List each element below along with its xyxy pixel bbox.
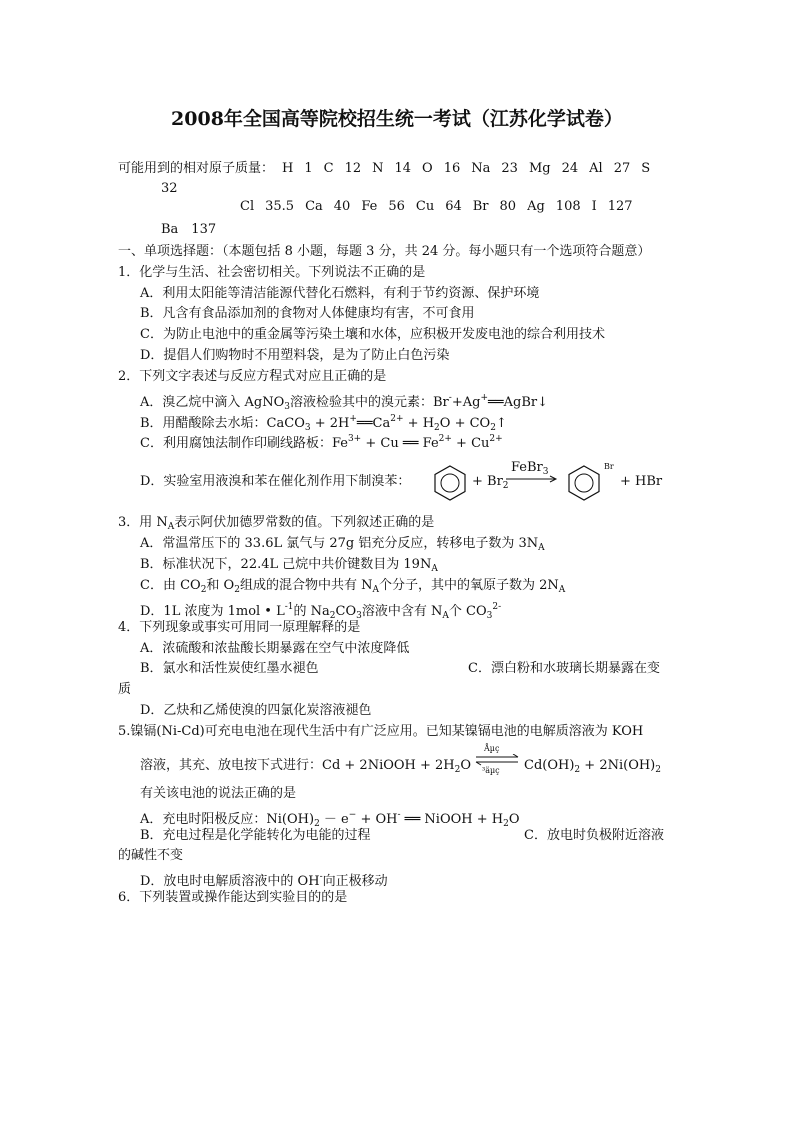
- text-run: B．用醋酸除去水垢：CaCO: [140, 416, 305, 431]
- q5-option-c: C．放电时负极附近溶液: [524, 828, 664, 843]
- q4-option-b: B．氯水和活性炭使红墨水褪色: [140, 661, 319, 676]
- q1-option-a: A．利用太阳能等清洁能源代替化石燃料，有利于节约资源、保护环境: [140, 286, 540, 301]
- mass-item: 64: [445, 199, 462, 214]
- text-run: 溶液中含有 N: [361, 604, 443, 619]
- q3-option-a: [140, 535, 545, 557]
- q5-option-d: [140, 868, 388, 891]
- text-run: + H: [403, 416, 435, 431]
- mass-item: 23: [501, 161, 518, 176]
- subscript: 2: [314, 819, 320, 829]
- mass-item: Br: [472, 199, 489, 214]
- text-run: 表示阿伏加德罗常数的值。下列叙述正确的是: [174, 515, 435, 530]
- q3-option-c: [140, 577, 565, 599]
- text-run: Cd(OH): [524, 758, 575, 773]
- masses-row1-cont: 32: [161, 181, 178, 196]
- q5-stem-line3: 有关该电池的说法正确的是: [140, 786, 297, 801]
- q3-option-b: [140, 556, 438, 578]
- mass-item: 127: [607, 199, 633, 214]
- text-run: 溶液，其充、放电按下式进行：Cd + 2NiOOH + 2H: [140, 758, 455, 773]
- subscript: 2: [490, 423, 496, 433]
- mass-item: 108: [555, 199, 581, 214]
- subscript: 2: [574, 765, 581, 775]
- mass-item: N: [372, 161, 384, 176]
- mass-item: 40: [333, 199, 351, 214]
- text-run: ↑: [495, 416, 507, 431]
- mass-item: Na: [471, 161, 491, 176]
- bromo-label: Br: [604, 462, 614, 471]
- mass-item: 27: [613, 161, 631, 176]
- superscript: 2+: [489, 434, 503, 444]
- text-run: +Ag: [451, 395, 481, 410]
- mass-item: Mg: [528, 161, 551, 176]
- reaction-arrow-icon: [506, 474, 560, 484]
- subscript: 2: [234, 585, 240, 595]
- q1-option-c: C．为防止电池中的重金属等污染土壤和水体，应积极开发废电池的综合利用技术: [140, 327, 605, 342]
- mass-item: 1: [304, 161, 313, 176]
- subscript: 2: [329, 611, 336, 621]
- mass-item: C: [323, 161, 334, 176]
- text-run: + 2Ni(OH): [580, 758, 656, 773]
- superscript: 2+: [438, 434, 452, 444]
- mass-item: I: [591, 199, 597, 214]
- subscript: 2: [502, 481, 509, 491]
- text-run: ══AgBr↓: [487, 395, 549, 410]
- mass-item: Al: [589, 161, 603, 176]
- text-run: 和 O: [206, 578, 235, 593]
- subscript: A: [538, 543, 545, 553]
- superscript: -: [448, 393, 452, 403]
- q5-option-b: B．充电过程是化学能转化为电能的过程: [140, 828, 371, 843]
- text-run: + Br: [472, 474, 503, 489]
- mass-item: Fe: [361, 199, 378, 214]
- q5-stem-line2: [140, 757, 471, 779]
- subscript: 3: [304, 423, 311, 433]
- subscript: 3: [486, 611, 493, 621]
- mass-item: 24: [561, 161, 579, 176]
- mass-item: 16: [443, 161, 461, 176]
- hbr-product: + HBr: [620, 474, 663, 489]
- subscript: A: [442, 611, 449, 621]
- superscript: -: [397, 810, 401, 820]
- superscript: -: [319, 872, 323, 882]
- text-run: D．放电时电解质溶液中的 OH: [140, 874, 320, 889]
- subscript: A: [431, 564, 438, 574]
- superscript: +: [480, 393, 488, 403]
- q4-option-d: D．乙炔和乙烯使溴的四氯化炭溶液褪色: [140, 703, 372, 718]
- q4-option-c-cont: 质: [118, 682, 132, 697]
- benzene-structure: [430, 462, 470, 502]
- superscript: -1: [284, 602, 294, 612]
- text-run: O: [508, 812, 520, 827]
- superscript: 2+: [390, 414, 404, 424]
- text-run: A．充电时阳极反应：Ni(OH): [140, 812, 315, 827]
- mass-item: 14: [394, 161, 412, 176]
- q1-option-b: B．凡含有食品添加剂的食物对人体健康均有害，不可食用: [140, 306, 475, 321]
- text-run: － e: [319, 812, 349, 827]
- subscript: 3: [356, 611, 362, 621]
- masses-row1: [282, 160, 661, 178]
- subscript: 2: [503, 819, 509, 829]
- text-run: 组成的混合物中共有 N: [239, 578, 373, 593]
- mass-item: Cu: [415, 199, 435, 214]
- masses-row2: [240, 198, 644, 216]
- text-run: C．利用腐蚀法制作印刷线路板：Fe: [140, 436, 348, 451]
- text-run: FeBr: [511, 460, 543, 475]
- text-run: A．常温常压下的 33.6L 氯气与 27g 铝充分反应，转移电子数为 3N: [140, 536, 539, 551]
- mass-item: S: [641, 161, 651, 176]
- text-run: 的 Na: [293, 604, 330, 619]
- subscript: A: [558, 585, 566, 595]
- text-run: CO: [335, 604, 357, 619]
- text-run: ══Ca: [356, 416, 391, 431]
- q2-option-c: [140, 430, 503, 453]
- arrow-label-top: Åµç: [484, 744, 500, 753]
- subscript: 2: [454, 765, 461, 775]
- text-run: 个 CO: [448, 604, 487, 619]
- subscript: 3: [542, 467, 549, 477]
- text-run: ══ NiOOH + H: [400, 812, 504, 827]
- mass-item: Ca: [305, 199, 323, 214]
- text-run: B．标准状况下，22.4L 己烷中共价键数目为 19N: [140, 557, 432, 572]
- text-run: 个分子，其中的氧原子数为 2N: [378, 578, 559, 593]
- q6-stem: 6．下列装置或操作能达到实验目的的是: [118, 890, 348, 905]
- text-run: C．由 CO: [140, 578, 201, 593]
- text-run: + OH: [356, 812, 398, 827]
- q5-stem-line1: 5.镍镉(Ni-Cd)可充电电池在现代生活中有广泛应用。已知某镍镉电池的电解质溶液为 KOH: [118, 724, 644, 739]
- text-run: D．1L 浓度为 1mol • L: [140, 604, 285, 619]
- q4-option-a: A．浓硫酸和浓盐酸长期暴露在空气中浓度降低: [140, 641, 410, 656]
- q3-stem: [118, 514, 434, 536]
- subscript: 2: [200, 585, 207, 595]
- mass-item: 56: [388, 199, 405, 214]
- subscript: 3: [284, 402, 290, 412]
- subscript: 2: [655, 765, 661, 775]
- superscript: +: [349, 414, 357, 424]
- mass-item: Cl: [240, 199, 255, 214]
- text-run: 向正极移动: [322, 874, 388, 889]
- mass-item: O: [422, 161, 433, 176]
- superscript: 2-: [492, 602, 502, 612]
- q5-option-c-cont: 的碱性不变: [118, 848, 184, 863]
- text-run: + Cu: [451, 436, 490, 451]
- subscript: A: [167, 522, 175, 532]
- subscript: A: [372, 585, 379, 595]
- mass-item: 80: [499, 199, 517, 214]
- subscript: 2: [434, 423, 440, 433]
- bromobenzene-structure: [564, 462, 604, 502]
- q1-option-d: D．提倡人们购物时不用塑料袋，是为了防止白色污染: [140, 348, 450, 363]
- q2-stem: 2．下列文字表述与反应方程式对应且正确的是: [118, 369, 387, 384]
- text-run: A．溴乙烷中滴入 AgNO: [140, 395, 285, 410]
- masses-label: 可能用到的相对原子质量：: [118, 161, 275, 176]
- bromine-reactant: [472, 473, 509, 495]
- superscript: −: [348, 810, 357, 820]
- text-run: 3．用 N: [118, 515, 168, 530]
- mass-item: Ag: [527, 199, 545, 214]
- mass-item: H: [282, 161, 294, 176]
- text-run: + Cu ══ Fe: [361, 436, 439, 451]
- superscript: 3+: [347, 434, 362, 444]
- page-title: 2008年全国高等院校招生统一考试（江苏化学试卷）: [171, 108, 623, 130]
- q4-option-c: C．漂白粉和水玻璃长期暴露在变: [468, 661, 660, 676]
- masses-row2-cont: Ba 137: [161, 222, 217, 237]
- q2-option-d: D．实验室用液溴和苯在催化剂作用下制溴苯：: [140, 474, 411, 489]
- arrow-label-bottom: ³äµç: [482, 766, 500, 775]
- mass-item: 12: [344, 161, 362, 176]
- reversible-arrow-icon: [474, 754, 520, 766]
- text-run: 溶液检验其中的溴元素：Br: [290, 395, 449, 410]
- section-heading: 一、单项选择题：（本题包括 8 小题，每题 3 分，共 24 分。每小题只有一个选项符合题意）: [118, 244, 651, 259]
- text-run: O: [460, 758, 472, 773]
- mass-item: 35.5: [265, 199, 295, 214]
- q4-stem: 4．下列现象或事实可用同一原理解释的是: [118, 620, 361, 635]
- text-run: O + CO: [439, 416, 491, 431]
- q5-products: [524, 757, 661, 779]
- text-run: + 2H: [310, 416, 350, 431]
- q1-stem: 1．化学与生活、社会密切相关。下列说法不正确的是: [118, 265, 426, 280]
